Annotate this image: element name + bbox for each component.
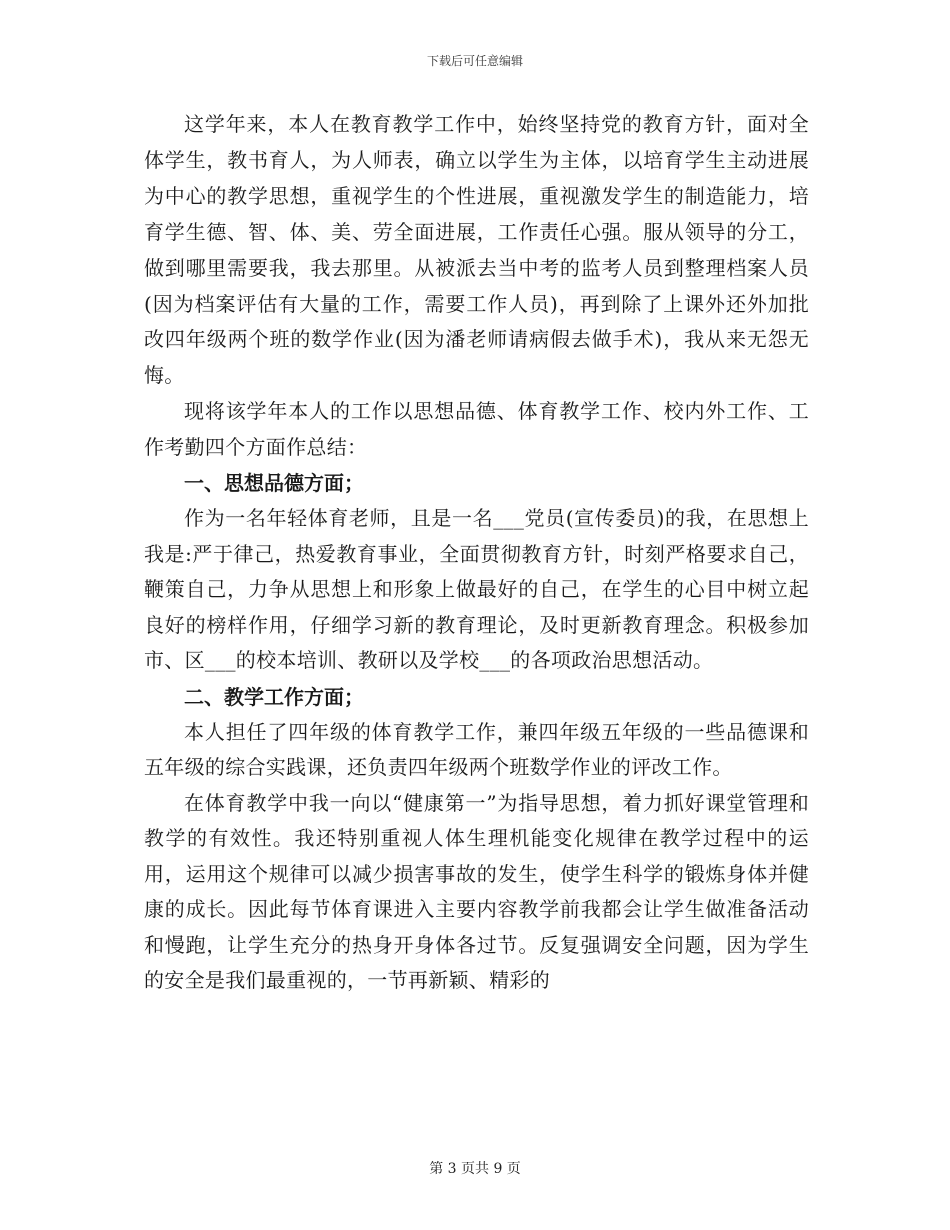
page-header: 下载后可任意编辑 bbox=[426, 54, 523, 68]
section-heading-teaching: 二、教学工作方面； bbox=[184, 684, 364, 709]
document-body bbox=[144, 107, 809, 999]
paragraph-ideology: 作为一名年轻体育老师，且是一名___党员(宣传委员)的我，在思想上我是:严于律己，热爱教育事业，全面贯彻教育方针，时刻严格要求自己，鞭策自己，力争从思想上和形象上做最好的自己，在学生的心目中树立起良好的榜样作用，仔细学习新的教育理论，及时更新教育理念。积极参加市、区___的校本培训、教研以及学校___的各项政治思想活动。 bbox=[144, 506, 809, 673]
paragraph-summary-lead: 现将该学年本人的工作以思想品德、体育教学工作、校内外工作、工作考勤四个方面作总结： bbox=[144, 399, 809, 459]
section-heading-ideology: 一、思想品德方面； bbox=[184, 471, 364, 496]
paragraph-pe-teaching: 在体育教学中我一向以“健康第一”为指导思想，着力抓好课堂管理和教学的有效性。我还特别重视人体生理机能变化规律在教学过程中的运用，运用这个规律可以减少损害事故的发生，使学生科学的锻炼身体并健康的成长。因此每节体育课进入主要内容教学前我都会让学生做准备活动和慢跑，让学生充分的热身开身体各过节。反复强调安全问题，因为学生的安全是我们最重视的，一节再新颖、精彩的 bbox=[144, 790, 809, 993]
paragraph-intro: 这学年来，本人在教育教学工作中，始终坚持党的教育方针，面对全体学生，教书育人，为人师表，确立以学生为主体，以培育学生主动进展为中心的教学思想，重视学生的个性进展，重视激发学生的制造能力，培育学生德、智、体、美、劳全面进展，工作责任心强。服从领导的分工，做到哪里需要我，我去那里。从被派去当中考的监考人员到整理档案人员(因为档案评估有大量的工作，需要工作人员)，再到除了上课外还外加批改四年级两个班的数学作业(因为潘老师请病假去做手术)，我从来无怨无悔。 bbox=[144, 112, 809, 388]
page-footer: 第 3 页共 9 页 bbox=[429, 1161, 521, 1177]
paragraph-teaching-duties: 本人担任了四年级的体育教学工作，兼四年级五年级的一些品德课和五年级的综合实践课，还负责四年级两个班数学作业的评改工作。 bbox=[144, 719, 809, 780]
